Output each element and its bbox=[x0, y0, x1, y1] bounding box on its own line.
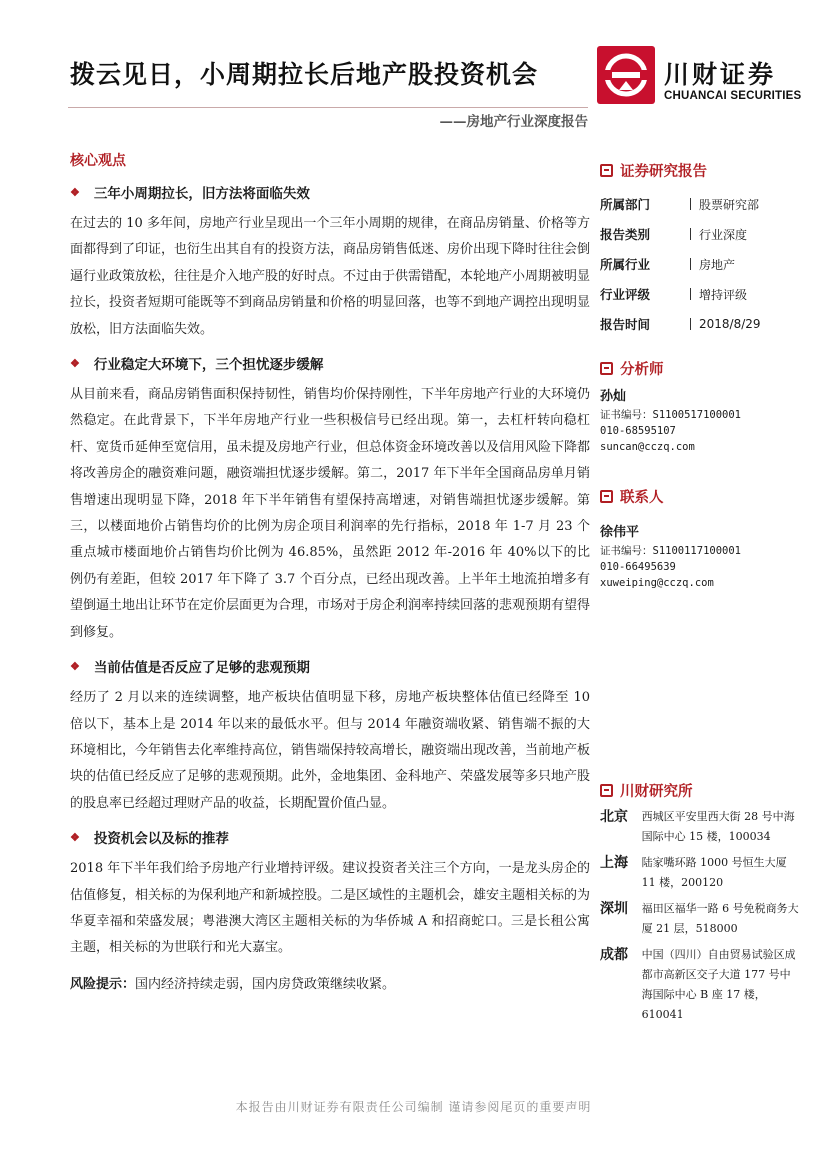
meta-row bbox=[600, 189, 800, 219]
report-meta bbox=[600, 160, 800, 339]
institute-heading-text: 川财研究所 bbox=[620, 784, 693, 800]
meta-separator bbox=[690, 258, 691, 270]
header-divider bbox=[68, 107, 588, 108]
contact-heading-text: 联系人 bbox=[620, 490, 664, 506]
section-marker-icon bbox=[600, 784, 613, 797]
meta-key: 行业评级 bbox=[600, 287, 651, 302]
office-item bbox=[600, 853, 800, 893]
point-heading-text: 当前估值是否反应了足够的悲观预期 bbox=[93, 660, 310, 677]
meta-key: 报告时间 bbox=[600, 317, 651, 332]
contact-heading bbox=[600, 486, 800, 507]
report-heading-text: 证券研究报告 bbox=[620, 164, 707, 180]
meta-separator bbox=[690, 198, 691, 210]
diamond-bullet-icon: ❖ bbox=[70, 356, 80, 370]
meta-value: 2018/8/29 bbox=[699, 317, 761, 331]
meta-key: 所属部门 bbox=[600, 197, 651, 212]
meta-separator bbox=[690, 318, 691, 330]
meta-row bbox=[600, 249, 800, 279]
point-heading-text: 投资机会以及标的推荐 bbox=[93, 831, 229, 848]
point-body: 在过去的 10 多年间，房地产行业呈现出一个三年小周期的规律，在商品房销量、价格等方面都得到了印证，也衍生出其自有的投资方法，商品房销售低迷、房价出现下降时往往会倒逼行业政策放松，往往是介入地产股的好时点。不过由于供需错配，本轮地产小周期被明显拉长，投资者短期可能既等不到商品房销量和价格的明显回落，也等不到地产调控出现明显放松，旧方法面临失效。 bbox=[70, 216, 591, 337]
office-city: 深圳 bbox=[600, 901, 628, 917]
analyst-phone: 010-68595107 bbox=[600, 425, 676, 437]
office-address: 陆家嘴环路 1000 号恒生大厦 11 楼，200120 bbox=[641, 856, 787, 889]
point-body: 2018 年下半年我们给予房地产行业增持评级。建议投资者关注三个方向，一是龙头房企的估值修复，相关标的为保利地产和新城控股。二是区域性的主题机会，雄安主题相关标的为华夏幸福和荣盛发展；粤港澳大湾区主题相关标的为华侨城 A 和招商蛇口。三是长租公寓主题，相关标的为世联行和光大嘉宝。 bbox=[70, 861, 591, 956]
diamond-bullet-icon: ❖ bbox=[70, 830, 80, 844]
meta-key: 所属行业 bbox=[600, 257, 651, 272]
risk-label: 风险提示： bbox=[70, 976, 136, 992]
point-body: 从目前来看，商品房销售面积保持韧性，销售均价保持刚性，下半年房地产行业的大环境仍然稳定。在此背景下，下半年房地产行业一些积极信号已经出现。第一，去杠杆转向稳杠杆、宽货币延伸至宽信用，虽未提及房地产行业，但总体资金环境改善以及信用风险下降都将改善房企的融资难问题，融资端担忧逐步缓解。第二，2017 年下半年全国商品房单月销售增速出现明显下降，2018 年下半年销售有望保持高增速，对销售端担忧逐步缓解。第三，以楼面地价占销售均价的比例为房企项目利润率的先行指标，2018 年 1-7 月 23 个重点城市楼面地价占销售均价比例为 46.85%，虽然距 2012 年-2016 年 40%以下的比例仍有差距，但较 2017 年下降了 3.7 个百分点，已经出现改善。上半年土地流拍增多有望倒逼土地出让环节在定价层面更为合理，市场对于房企利润率持续回落的悲观预期有望得到修复。 bbox=[70, 387, 591, 640]
office-item bbox=[600, 807, 800, 847]
analyst-name: 孙灿 bbox=[600, 389, 627, 404]
meta-value: 房地产 bbox=[699, 257, 736, 272]
office-item bbox=[600, 945, 800, 1025]
analyst-cert: 证书编号：S1100517100001 bbox=[600, 409, 742, 421]
report-heading bbox=[600, 160, 800, 181]
office-address: 西城区平安里西大街 28 号中海国际中心 15 楼，100034 bbox=[641, 810, 795, 843]
diamond-bullet-icon: ❖ bbox=[70, 185, 80, 199]
institute-block bbox=[600, 780, 800, 1031]
contact-cert: 证书编号：S1100117100001 bbox=[600, 545, 742, 557]
office-city: 成都 bbox=[600, 947, 628, 963]
risk-text: 国内经济持续走弱，国内房贷政策继续收紧。 bbox=[135, 976, 396, 992]
office-address: 福田区福华一路 6 号免税商务大厦 21 层，518000 bbox=[641, 902, 799, 935]
analyst-heading-text: 分析师 bbox=[620, 362, 664, 378]
point-heading bbox=[70, 353, 590, 373]
office-city: 北京 bbox=[600, 809, 628, 825]
point-heading-text: 行业稳定大环境下，三个担忧逐步缓解 bbox=[93, 357, 324, 374]
report-title: 拨云见日，小周期拉长后地产股投资机会 bbox=[70, 60, 539, 89]
logo-name-en: CHUANCAI SECURITIES bbox=[664, 90, 802, 102]
analyst-email[interactable]: suncan@cczq.com bbox=[600, 441, 695, 453]
office-city: 上海 bbox=[600, 855, 628, 871]
section-marker-icon bbox=[600, 490, 613, 503]
core-viewpoints bbox=[70, 150, 590, 998]
contact-name: 徐伟平 bbox=[600, 525, 640, 540]
logo-name-cn: 川财证券 bbox=[664, 60, 777, 89]
meta-value: 股票研究部 bbox=[699, 197, 760, 212]
meta-row bbox=[600, 279, 800, 309]
meta-separator bbox=[690, 228, 691, 240]
meta-value: 行业深度 bbox=[699, 227, 748, 242]
point-heading bbox=[70, 656, 590, 676]
institute-heading bbox=[600, 780, 800, 801]
contact-block bbox=[600, 486, 800, 591]
section-title: 核心观点 bbox=[70, 153, 126, 169]
point-body: 经历了 2 月以来的连续调整，地产板块估值明显下移，房地产板块整体估值已经降至 10 倍以下，基本上是 2014 年以来的最低水平。但与 2014 年融资端收紧、销售端不振的大环境相比，今年销售去化率维持高位，销售端保持较高增长，融资端出现改善，当前地产板块的估值已经反应了足够的悲观预期。此外，金地集团、金科地产、荣盛发展等多只地产股的股息率已经超过理财产品的收益，长期配置价值凸显。 bbox=[70, 690, 591, 811]
section-marker-icon bbox=[600, 362, 613, 375]
contact-email[interactable]: xuweiping@cczq.com bbox=[600, 577, 714, 589]
contact-phone: 010-66495639 bbox=[600, 561, 676, 573]
footer-disclaimer: 本报告由川财证券有限责任公司编制 谨请参阅尾页的重要声明 bbox=[235, 1100, 592, 1114]
meta-row bbox=[600, 309, 800, 339]
meta-row bbox=[600, 219, 800, 249]
point-heading bbox=[70, 827, 590, 847]
meta-key: 报告类别 bbox=[600, 227, 651, 242]
analyst-heading bbox=[600, 358, 800, 379]
point-heading-text: 三年小周期拉长，旧方法将面临失效 bbox=[93, 186, 310, 202]
report-subtitle: ——房地产行业深度报告 bbox=[439, 114, 588, 130]
meta-separator bbox=[690, 288, 691, 300]
office-address: 中国（四川）自由贸易试验区成都市高新区交子大道 177 号中海国际中心 B 座 17 楼，610041 bbox=[641, 948, 796, 1021]
meta-value: 增持评级 bbox=[699, 287, 748, 302]
chuancai-logo-icon bbox=[597, 46, 655, 104]
point-heading bbox=[70, 182, 590, 202]
office-item bbox=[600, 899, 800, 939]
section-marker-icon bbox=[600, 164, 613, 177]
risk-warning bbox=[70, 972, 590, 998]
analyst-block bbox=[600, 358, 800, 455]
diamond-bullet-icon: ❖ bbox=[70, 659, 80, 673]
